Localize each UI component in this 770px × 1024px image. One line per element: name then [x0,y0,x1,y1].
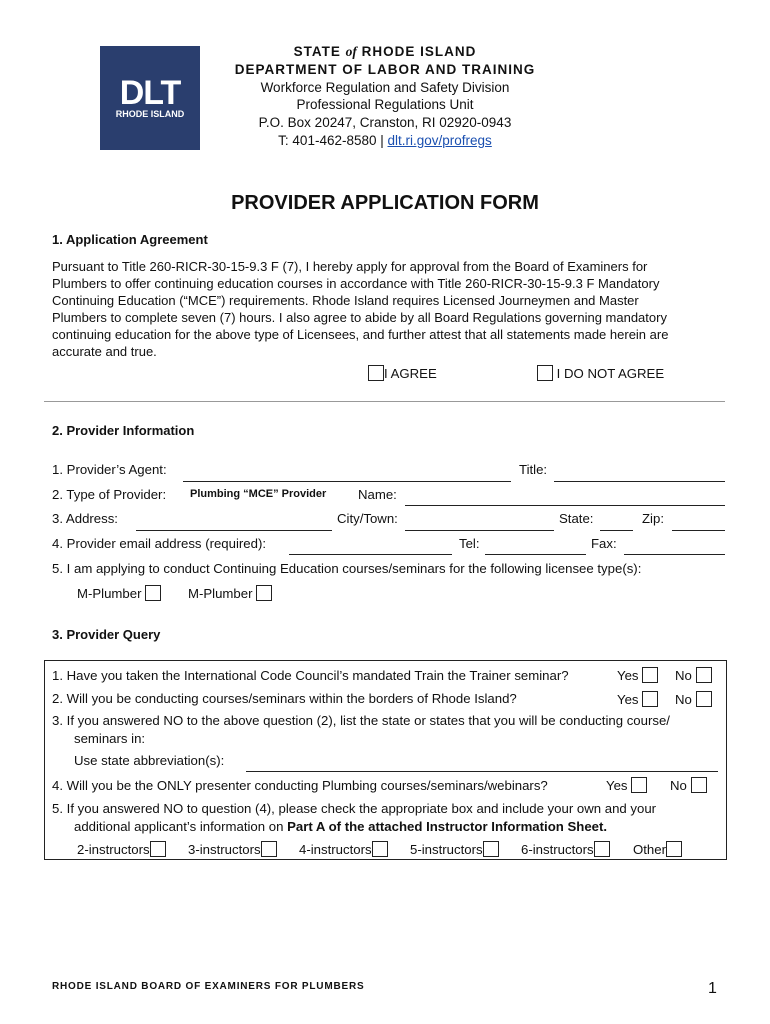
licensee-option-label: M-Plumber [77,586,142,601]
agree-checkbox[interactable] [368,365,384,381]
city-label: City/Town: [337,511,398,526]
query-5: 5. If you answered NO to question (4), please check the appropriate box and include your own and your [52,801,657,816]
q4-no-checkbox[interactable] [691,777,707,793]
agreement-line: continuing education for the above type of Licensees, and further attest that all statements made herein are [52,327,669,342]
q2-no-checkbox[interactable] [696,691,712,707]
instructors-2-checkbox[interactable] [150,841,166,857]
instructors-label: 3-instructors [188,842,261,857]
dlt-logo [100,46,200,150]
query-3-cont: seminars in: [74,731,146,746]
fax-label: Fax: [591,536,617,551]
page-number: 1 [708,980,717,997]
website-link[interactable]: dlt.ri.gov/profregs [387,133,492,148]
state-abbrev-label: Use state abbreviation(s): [74,753,225,768]
disagree-option [537,365,664,381]
email-field[interactable] [289,554,452,555]
name-field[interactable] [405,505,725,506]
agreement-line: accurate and true. [52,344,157,359]
section3-heading: 3. Provider Query [52,627,161,642]
q2-no [675,691,712,707]
disagree-checkbox[interactable] [537,365,553,381]
q1-no [675,667,712,683]
query-3: 3. If you answered NO to the above question (2), list the state or states that you will be conducting course/ [52,713,670,728]
licensee-option-2 [188,585,272,601]
query-5-cont: additional applicant’s information on Part A of the attached Instructor Information Sheet. [74,819,608,834]
form-title: PROVIDER APPLICATION FORM [231,192,539,214]
licensee-label: 5. I am applying to conduct Continuing Education courses/seminars for the following licensee type(s): [52,561,642,576]
agreement-line: Plumbers to complete seven (7) hours. I also agree to abide by all Board Regulations governing mandatory [52,310,667,325]
header-division: Workforce Regulation and Safety Division [260,80,510,95]
yes-label: Yes [617,692,639,707]
type-label: 2. Type of Provider: [52,487,167,502]
q2-yes-checkbox[interactable] [642,691,658,707]
no-label: No [675,668,692,683]
licensee-option-1 [77,585,161,601]
instructors-5-checkbox[interactable] [483,841,499,857]
section-divider [44,401,725,402]
section1-heading: 1. Application Agreement [52,232,208,247]
state-abbrev-field[interactable] [246,771,718,772]
disagree-label: I DO NOT AGREE [556,366,665,381]
instructors-5 [410,841,499,857]
licensee-option-label: M-Plumber [188,586,253,601]
yes-label: Yes [606,778,628,793]
instructors-6 [521,841,610,857]
header-state: STATE of RHODE ISLAND [293,44,477,59]
header-department: DEPARTMENT OF LABOR AND TRAINING [234,62,536,77]
logo-subtext: RHODE ISLAND [115,109,185,119]
address-field[interactable] [136,530,332,531]
instructors-3-checkbox[interactable] [261,841,277,857]
header-address: P.O. Box 20247, Cranston, RI 02920-0943 [258,115,512,130]
address-label: 3. Address: [52,511,118,526]
agreement-line: Pursuant to Title 260-RICR-30-15-9.3 F (7), I hereby apply for approval from the Board of Examiners for [52,259,648,274]
q1-yes-checkbox[interactable] [642,667,658,683]
instructors-other-checkbox[interactable] [666,841,682,857]
no-label: No [675,692,692,707]
no-label: No [670,778,687,793]
q4-yes-checkbox[interactable] [631,777,647,793]
header-contact [200,133,570,148]
instructors-label: 4-instructors [299,842,372,857]
state-field[interactable] [600,530,633,531]
footer-text: RHODE ISLAND BOARD OF EXAMINERS FOR PLUMBERS [52,981,365,992]
q4-yes [606,777,647,793]
q1-no-checkbox[interactable] [696,667,712,683]
title-label: Title: [519,462,548,477]
yes-label: Yes [617,668,639,683]
instructors-2 [77,841,166,857]
section2-heading: 2. Provider Information [52,423,195,438]
tel-label: Tel: [459,536,480,551]
agent-label: 1. Provider’s Agent: [52,462,167,477]
licensee-checkbox-1[interactable] [145,585,161,601]
state-label: State: [559,511,594,526]
licensee-checkbox-2[interactable] [256,585,272,601]
instructors-3 [188,841,277,857]
header-phone: T: 401-462-8580 | [278,133,388,148]
logo-text: DLT [119,74,181,112]
instructors-label: 2-instructors [77,842,150,857]
agreement-line: Plumbers to offer continuing education courses in accordance with Title 260-RICR-30-15-9.3 F Mandatory [52,276,660,291]
agree-option [368,365,437,381]
fax-field[interactable] [624,554,725,555]
instructors-label: Other [633,842,666,857]
type-value[interactable]: Plumbing “MCE” Provider [190,488,327,500]
agent-field[interactable] [183,481,511,482]
instructors-label: 5-instructors [410,842,483,857]
instructors-label: 6-instructors [521,842,594,857]
tel-field[interactable] [485,554,586,555]
city-field[interactable] [405,530,554,531]
query-4: 4. Will you be the ONLY presenter conducting Plumbing courses/seminars/webinars? [52,778,548,793]
zip-label: Zip: [642,511,664,526]
q4-no [670,777,707,793]
q2-yes [617,691,658,707]
agreement-paragraph [52,258,722,360]
q1-yes [617,667,658,683]
query-1: 1. Have you taken the International Code Council’s mandated Train the Trainer seminar? [52,668,569,683]
name-label: Name: [358,487,397,502]
instructors-6-checkbox[interactable] [594,841,610,857]
query-2: 2. Will you be conducting courses/seminars within the borders of Rhode Island? [52,691,517,706]
header-unit: Professional Regulations Unit [296,97,474,112]
instructors-other [633,841,682,857]
agreement-line: Continuing Education (“MCE”) requirements. Rhode Island requires Licensed Journeymen and Master [52,293,639,308]
instructors-4-checkbox[interactable] [372,841,388,857]
zip-field[interactable] [672,530,725,531]
agree-label: I AGREE [384,366,437,381]
instructors-4 [299,841,388,857]
title-field[interactable] [554,481,725,482]
email-label: 4. Provider email address (required): [52,536,267,551]
